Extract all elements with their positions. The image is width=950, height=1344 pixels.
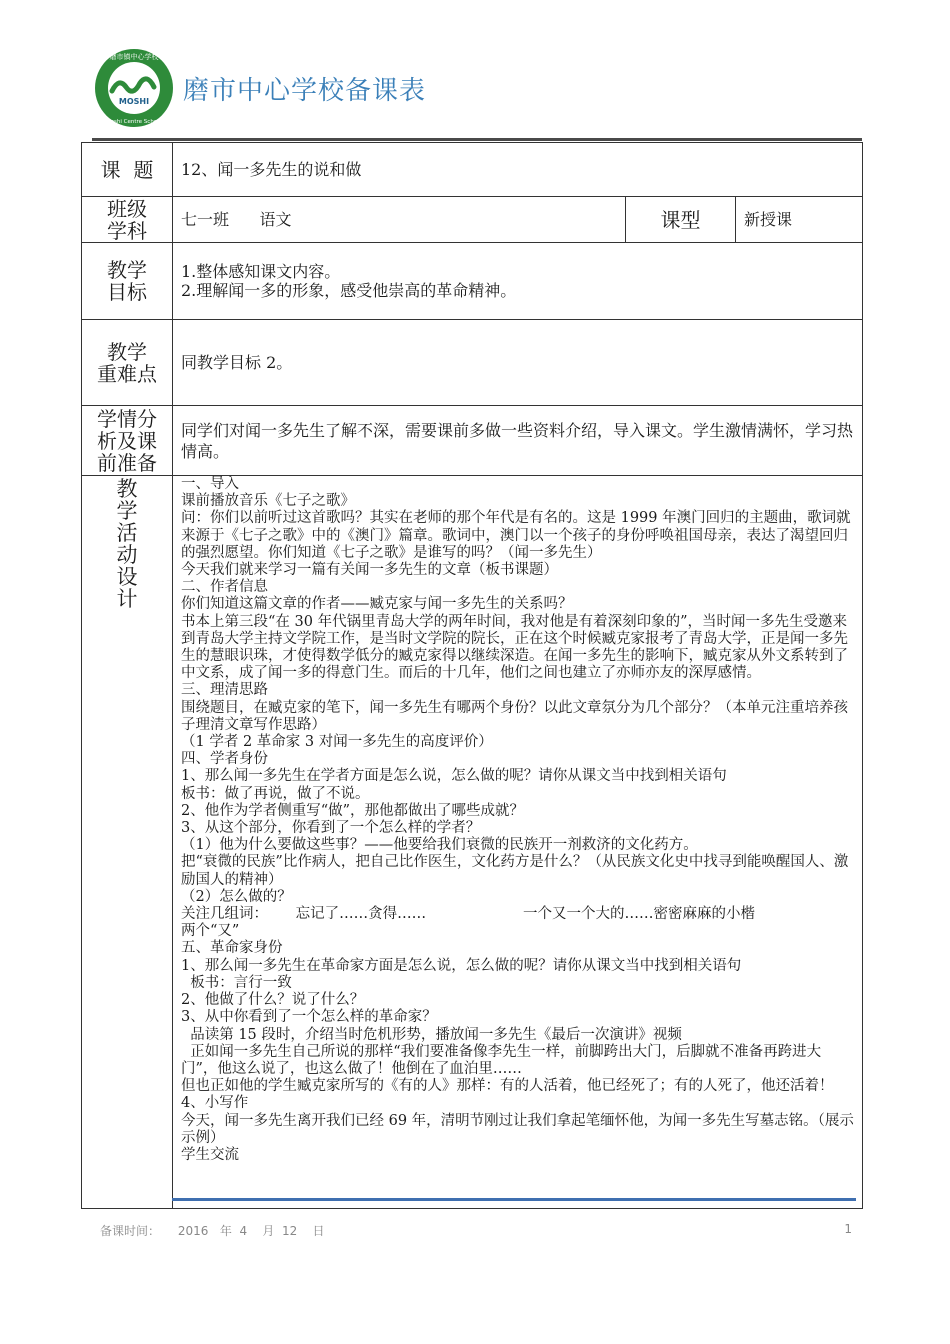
activity-line: 1、那么闻一多先生在革命家方面是怎么说，怎么做的呢？请你从课文当中找到相关语句 [181,957,742,974]
row-goals [82,243,863,320]
activity-line: 但也正如他的学生臧克家所写的《有的人》那样：有的人活着，他已经死了；有的人死了，他还活着！ [181,1078,834,1095]
activity-line: 你们知道这篇文章的作者——臧克家与闻一多先生的关系吗？ [181,596,573,613]
goal-label-line1: 教学 [107,258,147,282]
topic-value: 12、闻一多先生的说和做 [173,143,863,197]
activity-label [82,476,173,1209]
prep-value: 同学们对闻一多先生了解不深，需要课前多做一些资料介绍，导入课文。学生激情满怀，学习热情高。 [173,406,863,476]
row-key-points [82,320,863,406]
activity-label-char: 教 [116,477,138,501]
svg-text:Moshi Centre School: Moshi Centre School [105,119,163,125]
class-label-line1: 班级 [107,196,147,221]
activity-line: 板书：做了再说，做了不说。 [181,785,370,802]
prep-label-line3: 前准备 [97,450,157,475]
activity-line: 今天，闻一多先生离开我们已经 69 年，清明节刚过让我们拿起笔缅怀他，为闻一多先生写墓志铭。（展示示例） [181,1112,854,1146]
goal-value [173,243,863,320]
activity-line: 把“衰微的民族”比作病人，把自己比作医生，文化药方是什么？（从民族文化史中找寻到能唤醒国人、激励国人的精神） [181,854,849,888]
class-label [82,197,173,243]
activity-line: 正如闻一多先生自己所说的那样“我们要准备像李先生一样，前脚跨出大门，后脚就不准备再跨进大门”，他这么说了，也这么做了！他倒在了血泊里…… [181,1043,822,1077]
activity-line: （1）他为什么要做这些事？——他要给我们衰微的民族开一剂救济的文化药方。 [181,837,698,854]
activity-line: （2）怎么做的？ [181,888,292,905]
prep-label-line2: 析及课 [97,428,157,453]
svg-text:MOSHI: MOSHI [118,97,150,106]
topic-label: 课 题 [82,143,173,197]
activity-line: 4、小写作 [181,1095,249,1112]
svg-text:磨市镇中心学校: 磨市镇中心学校 [109,53,159,61]
row-preparation [82,406,863,476]
page-footer [100,1222,860,1239]
activity-line: 书本上第三段“在 30 年代锅里青岛大学的两年时间，我对他是有着深刻印象的”，当时闻一多先生受邀来到青岛大学主持文学院工作，是当时文学院的院长，正在这个时候臧克家报考了青岛大学，正是闻一多先生的慧眼识珠，才使得数学低分的臧克家得以继续深造。在闻一多先生的影响下，臧克家从外文系转到了中文系，成了闻一多的得意门生。而后的十几年，他们之间也建立了亦师亦友的深厚感情。 [181,613,848,682]
school-title: 磨市中心学校备课表 [183,76,427,106]
activity-line: 两个“又” [181,923,240,940]
activity-bottom-bar [172,1198,856,1201]
row-topic [82,143,863,197]
activity-line: 品读第 15 段时，介绍当时危机形势，播放闻一多先生《最后一次演讲》视频 [181,1026,682,1043]
activity-line: 板书：言行一致 [181,974,292,991]
header-divider [92,138,862,141]
key-label-line1: 教学 [107,339,147,364]
key-value: 同教学目标 2。 [173,320,863,406]
activity-label-char: 动 [116,543,138,567]
activity-line: 3、从这个部分，你看到了一个怎么样的学者？ [181,820,481,837]
goal-label [82,243,173,320]
class-label-line2: 学科 [107,218,147,243]
activity-line: 2、他作为学者侧重写“做”，那他都做出了哪些成就？ [181,802,525,819]
activity-line: 关注几组词： 忘记了……贪得…… 一个又一个大的……密密麻麻的小楷 [181,906,755,923]
lesson-plan-table [81,142,863,1209]
activity-line: 围绕题目，在臧克家的笔下，闻一多先生有哪两个身份？以此文章氛分为几个部分？（本单元注重培养孩子理清文章写作思路） [181,699,848,733]
school-logo-icon [93,47,175,129]
activity-line: 1、那么闻一多先生在学者方面是怎么说，怎么做的呢？请你从课文当中找到相关语句 [181,768,727,785]
activity-label-char: 设 [116,565,138,589]
activity-content [173,476,863,1209]
row-class [82,197,863,243]
activity-line: 一、导入 [181,476,239,492]
key-label-line2: 重难点 [97,361,157,386]
prep-label-line1: 学情分 [97,406,157,431]
type-value: 新授课 [736,197,863,243]
type-label: 课型 [626,197,736,243]
activity-line: 三、理清思路 [181,682,268,699]
page-number: 1 [844,1222,852,1236]
page-header [88,44,868,134]
prep-label [82,406,173,476]
footer-date: 2016 年 4 月 12 日 [177,1224,325,1238]
key-label [82,320,173,406]
activity-label-char: 计 [116,587,138,611]
activity-line: 课前播放音乐《七子之歌》 [181,493,355,510]
activity-line: 3、从中你看到了一个怎么样的革命家？ [181,1009,437,1026]
activity-line: 五、革命家身份 [181,940,283,957]
goal-label-line2: 目标 [107,280,147,304]
footer-label: 备课时间： [100,1224,161,1238]
activity-line: 学生交流 [181,1146,239,1163]
activity-line: 问：你们以前听过这首歌吗？其实在老师的那个年代是有名的。这是 1999 年澳门回归的主题曲，歌词就来源于《七子之歌》中的《澳门》篇章。歌词中，澳门以一个孩子的身份呼唤祖国母亲，表达了渴望回归的强烈愿望。你们知道《七子之歌》是谁写的吗？（闻一多先生） [181,510,851,561]
class-value: 七一班 语文 [173,197,626,243]
activity-label-char: 活 [116,521,138,545]
activity-line: （1 学者 2 革命家 3 对闻一多先生的高度评价） [181,734,493,751]
activity-line: 2、他做了什么？说了什么？ [181,992,365,1009]
goal-item-2: 2.理解闻一多的形象，感受他崇高的革命精神。 [181,281,517,300]
activity-line: 今天我们就来学习一篇有关闻一多先生的文章（板书课题） [181,562,558,579]
activity-label-char: 学 [116,499,138,523]
activity-line: 二、作者信息 [181,579,268,596]
activity-line: 四、学者身份 [181,751,268,768]
goal-item-1: 1.整体感知课文内容。 [181,262,341,281]
row-activities [82,476,863,1209]
